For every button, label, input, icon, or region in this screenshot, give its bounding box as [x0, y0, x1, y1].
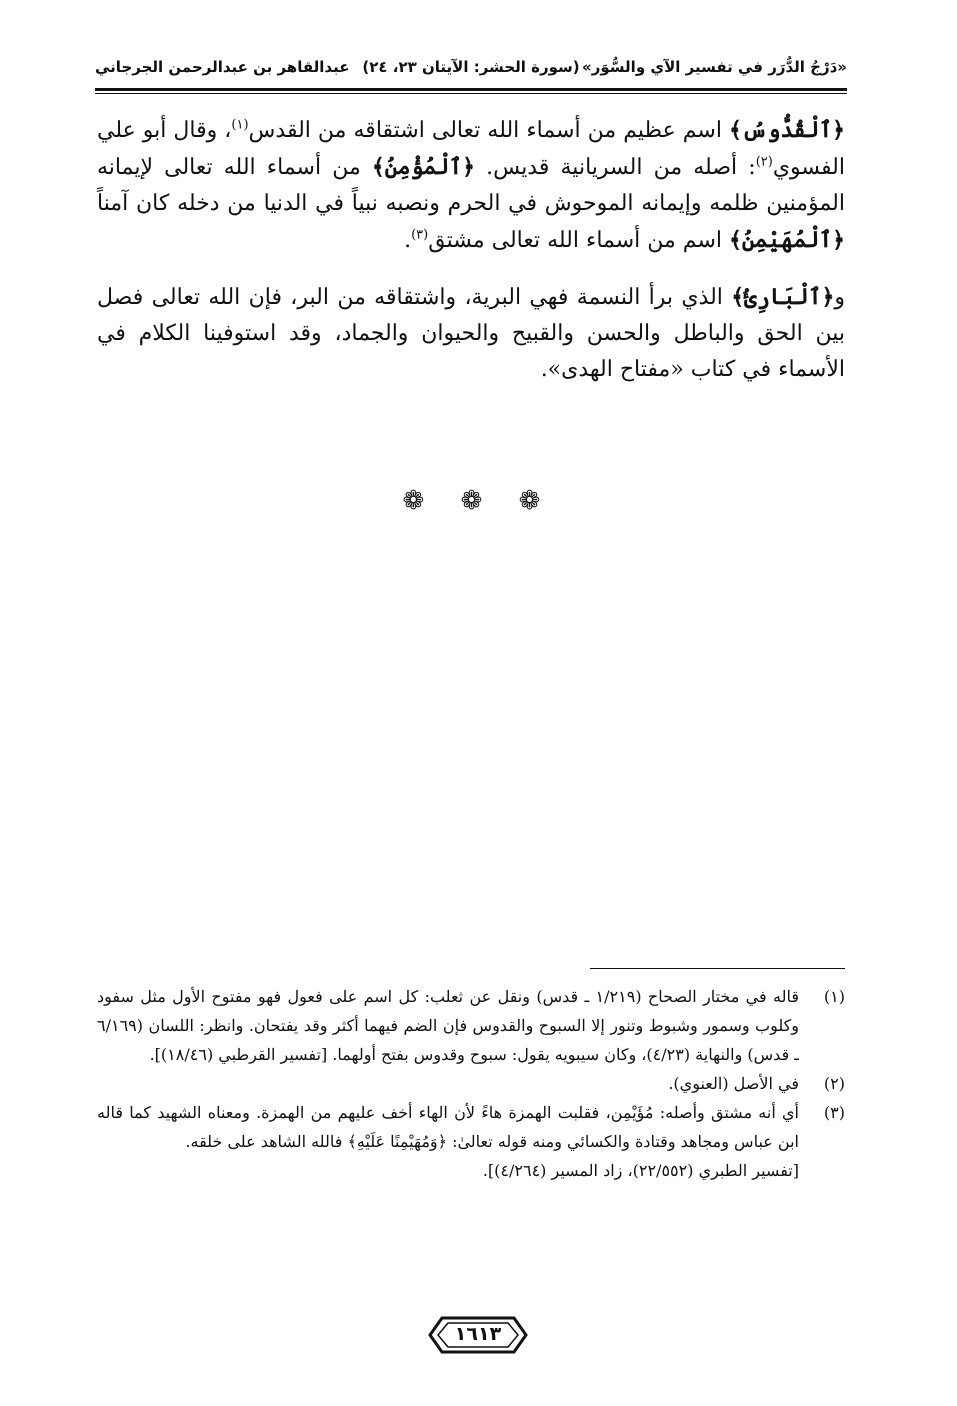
footnotes: [97, 982, 845, 1185]
page-number: ١٦١٣: [454, 1323, 502, 1345]
footnote-ref-1[interactable]: (١): [231, 117, 249, 133]
text-run: .: [404, 228, 412, 253]
footnote-2: [97, 1069, 845, 1098]
quran-word-almuhaymin: ﴿ٱلْمُهَيْمِنُ﴾: [728, 227, 845, 253]
text-run: اسم عظيم من أسماء الله تعالى اشتقاقه من القدس: [248, 118, 729, 143]
footnote-number: (١): [823, 987, 845, 1006]
footnote-text: في الأصل (العنوي).: [668, 1074, 799, 1093]
footnote-number: (٣): [823, 1103, 845, 1122]
main-text: [97, 112, 845, 408]
footnote-1: [97, 982, 845, 1069]
footnote-3: [97, 1098, 845, 1156]
footnote-3-source: [تفسير الطبري (٢٢/٥٥٢)، زاد المسير (٤/٢٦٤)].: [482, 1161, 799, 1180]
quran-word-alquddus: ﴿ٱلْقُدُّوسُ﴾: [728, 117, 845, 143]
text-run: : أصله من السريانية قديس.: [475, 155, 756, 180]
footnote-number: (٢): [823, 1074, 845, 1093]
footnote-ref-3[interactable]: (٣): [411, 227, 429, 243]
section-separator-stars: ❁ ❁ ❁: [402, 486, 555, 516]
paragraph-albari: [97, 279, 845, 388]
running-header: [95, 56, 847, 86]
quran-word-albari: ﴿ٱلْبَارِئُ﴾: [731, 284, 835, 310]
quran-word-almumin: ﴿ٱلْمُؤْمِنُ﴾: [371, 154, 476, 180]
text-run: ، وقال أبو علي الفسوي: [97, 118, 845, 180]
paragraph-quddus-mumin-muhaymin: [97, 112, 845, 259]
header-rule-thin: [95, 93, 847, 94]
footnote-text: أي أنه مشتق وأصله: مُؤَيْمِن، فقلبت الهمزة هاءً لأن الهاء أخف عليهم من الهمزة. ومعناه الشهيد كما قاله ابن عباس ومجاهد وقتادة والكسائي ومنه قوله تعالىٰ: ﴿وَمُهَيْمِنًا عَلَيْهِ﴾ فالله الشاهد على خلقه.: [97, 1103, 799, 1151]
header-author: عبدالقاهر بن عبدالرحمن الجرجاني: [95, 58, 350, 76]
header-surah: (سورة الحشر: الآيتان ٢٣، ٢٤): [362, 58, 580, 76]
page-number-ornament: [428, 1314, 528, 1356]
header-book-title: «دَرْجُ الدُّرَر في تفسير الآي والسُّوَر»: [582, 58, 847, 76]
text-run: من أسماء الله تعالى لإيمانه المؤمنين ظلمه وإيمانه الموحوش في الحرم ونصبه نبياً في الدنيا من دخله كان آمناً: [97, 155, 845, 216]
text-run: و: [834, 285, 845, 310]
footnote-ref-2[interactable]: (٢): [755, 154, 773, 170]
text-run: الذي برأ النسمة فهي البرية، واشتقاقه من البر، فإن الله تعالى فصل بين الحق والباطل والحسن والقبيح والحيوان والجماد، وقد استوفينا الكلام في الأسماء في كتاب «مفتاح الهدى».: [97, 285, 845, 382]
header-rule-thick: [95, 88, 847, 91]
text-run: اسم من أسماء الله تعالى مشتق: [428, 228, 729, 253]
footnote-rule: [590, 968, 845, 969]
footnote-text: قاله في مختار الصحاح (١/٢١٩ ـ قدس) ونقل عن ثعلب: كل اسم على فعول فهو مفتوح الأول مثل سفود وكلوب وسمور وشبوط وتنور إلا السبوح والقدوس فإن الضم فيهما أكثر وقد يفتحان. وانظر: اللسان (٦/١٦٩ ـ قدس) والنهاية (٤/٢٣)، وكان سيبويه يقول: سبوح وقدوس بفتح أولهما. [تفسير القرطبي (١٨/٤٦)].: [97, 987, 799, 1064]
